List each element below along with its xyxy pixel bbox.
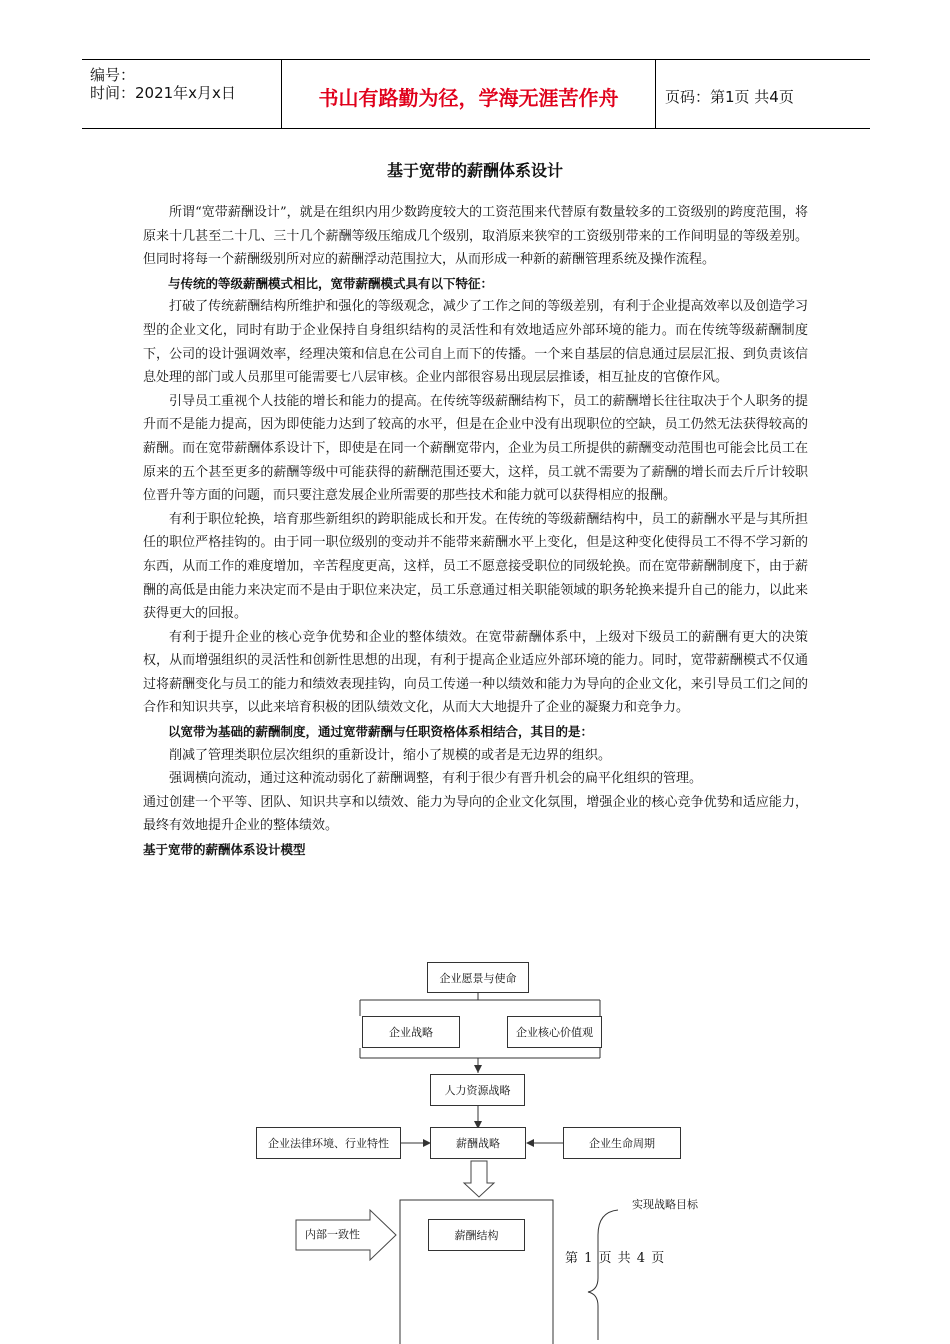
paragraph-feature-1: 打破了传统薪酬结构所维护和强化的等级观念，减少了工作之间的等级差别，有利于企业提高效率以及创造学习型的企业文化，同时有助于企业保持自身组织结构的灵活性和有效地适应外部环境的能力。而在传统等级薪酬制度下，公司的设计强调效率，经理决策和信息在公司自上而下的传播。一个来自基层的信息通过层层汇报、到负责该信息处理的部门或人员那里可能需要七八层审核。企业内部很容易出现层层推诿，相互扯皮的官僚作风。	[143, 299, 808, 386]
arrowhead-to-hr	[474, 1065, 482, 1073]
document-title: 基于宽带的薪酬体系设计	[386, 161, 563, 180]
box-comp-strategy	[430, 1127, 526, 1159]
document-time-label: 时间：2021年x月x日	[90, 84, 236, 102]
box-vision-mission-label: 企业愿景与使命	[439, 972, 517, 985]
box-vision-mission	[427, 962, 529, 993]
box-legal-environment	[256, 1127, 401, 1159]
box-strategy-label: 企业战略	[389, 1026, 433, 1039]
page-footer: 第 1 页 共 4 页	[565, 1251, 666, 1266]
paragraph-feature-4: 有利于提升企业的核心竞争优势和企业的整体绩效。在宽带薪酬体系中，上级对下级员工的薪酬有更大的决策权，从而增强组织的灵活性和创新性思想的出现，有利于提高企业适应外部环境的能力。同时，宽带薪酬模式不仅通过将薪酬变化与员工的能力和绩效表现挂钩，向员工传递一种以绩效和能力为导向的企业文化，来引导员工们之间的合作和知识共享，以此来培育积极的团队绩效文化，从而大大地提升了企业的凝聚力和竞争力。	[143, 629, 808, 716]
paragraph-feature-2: 引导员工重视个人技能的增长和能力的提高。在传统等级薪酬结构下，员工的薪酬增长往往取决于个人职务的提升而不是能力提高，因为即使能力达到了较高的水平，但是在企业中没有出现职位的空缺，员工仍然无法获得较高的薪酬。而在宽带薪酬体系设计下，即使是在同一个薪酬宽带内，企业为员工所提供的薪酬变动范围也可能会比员工在原来的五个甚至更多的薪酬等级中可能获得的薪酬范围还要大，这样，员工就不需要为了薪酬的增长而去斤斤计较职位晋升等方面的问题，而只要注意发展企业所需要的那些技术和能力就可以获得相应的报酬。	[143, 393, 808, 504]
paragraph-purpose-3: 通过创建一个平等、团队、知识共享和以绩效、能力为导向的企业文化氛围，增强企业的核心竞争优势和适应能力，最终有效地提升企业的整体绩效。	[143, 794, 808, 834]
box-strategy	[362, 1016, 460, 1048]
box-lifecycle-label: 企业生命周期	[589, 1137, 655, 1150]
header-page-info: 页码：第1页 共4页	[665, 88, 794, 106]
paragraph-definition: 所谓“宽带薪酬设计”，就是在组织内用少数跨度较大的工资范围来代替原有数量较多的工资级别的跨度范围，将原来十几甚至二十几、三十几个薪酬等级压缩成几个级别，取消原来狭窄的工资级别带来的工作间明显的等级差别。但同时将每一个薪酬级别所对应的薪酬浮动范围拉大，从而形成一种新的薪酬管理系统及操作流程。	[143, 205, 808, 268]
section-heading-features: 与传统的等级薪酬模式相比，宽带薪酬模式具有以下特征：	[168, 275, 494, 291]
hollow-down-arrow	[464, 1161, 494, 1197]
paragraph-purpose-2: 强调横向流动，通过这种流动弱化了薪酬调整，有利于很少有晋升机会的扁平化组织的管理。	[169, 771, 703, 787]
section-heading-model: 基于宽带的薪酬体系设计模型	[143, 842, 306, 858]
internal-consistency-label: 内部一致性	[305, 1228, 360, 1241]
section-heading-purpose: 以宽带为基础的薪酬制度，通过宽带薪酬与任职资格体系相结合，其目的是：	[168, 724, 594, 740]
box-comp-strategy-label: 薪酬战略	[456, 1137, 500, 1150]
box-comp-structure-label: 薪酬结构	[454, 1229, 499, 1242]
paragraph-purpose-1: 削减了管理类职位层次组织的重新设计，缩小了规模的或者是无边界的组织。	[169, 747, 612, 763]
document-number-label: 编号：	[90, 66, 136, 84]
paragraph-feature-3: 有利于职位轮换，培育那些新组织的跨职能成长和开发。在传统的等级薪酬结构中，员工的薪酬水平是与其所担任的职位严格挂钩的。由于同一职位级别的变动并不能带来薪酬水平上变化，但是这种变化使得员工不得不学习新的东西，从而工作的难度增加，辛苦程度更高，这样，员工不愿意接受职位的同级轮换。而在宽带薪酬制度下，由于薪酬的高低是由能力来决定而不是由于职位来决定，员工乐意通过相关职能领域的职务轮换来提升自己的能力，以此来获得更大的回报。	[143, 511, 808, 622]
box-hr-strategy-label: 人力资源战略	[444, 1084, 511, 1097]
arrowhead-lifecycle	[526, 1139, 534, 1147]
box-hr-strategy	[430, 1074, 525, 1106]
box-lifecycle	[563, 1127, 681, 1159]
goal-brace	[588, 1210, 618, 1340]
box-legal-environment-label: 企业法律环境、行业特性	[268, 1137, 389, 1150]
header-motto: 书山有路勤为径，学海无涯苦作舟	[318, 86, 619, 110]
box-core-values	[507, 1016, 602, 1048]
box-core-values-label: 企业核心价值观	[516, 1026, 593, 1039]
strategic-goal-label: 实现战略目标	[632, 1198, 698, 1211]
box-comp-structure	[428, 1219, 525, 1251]
